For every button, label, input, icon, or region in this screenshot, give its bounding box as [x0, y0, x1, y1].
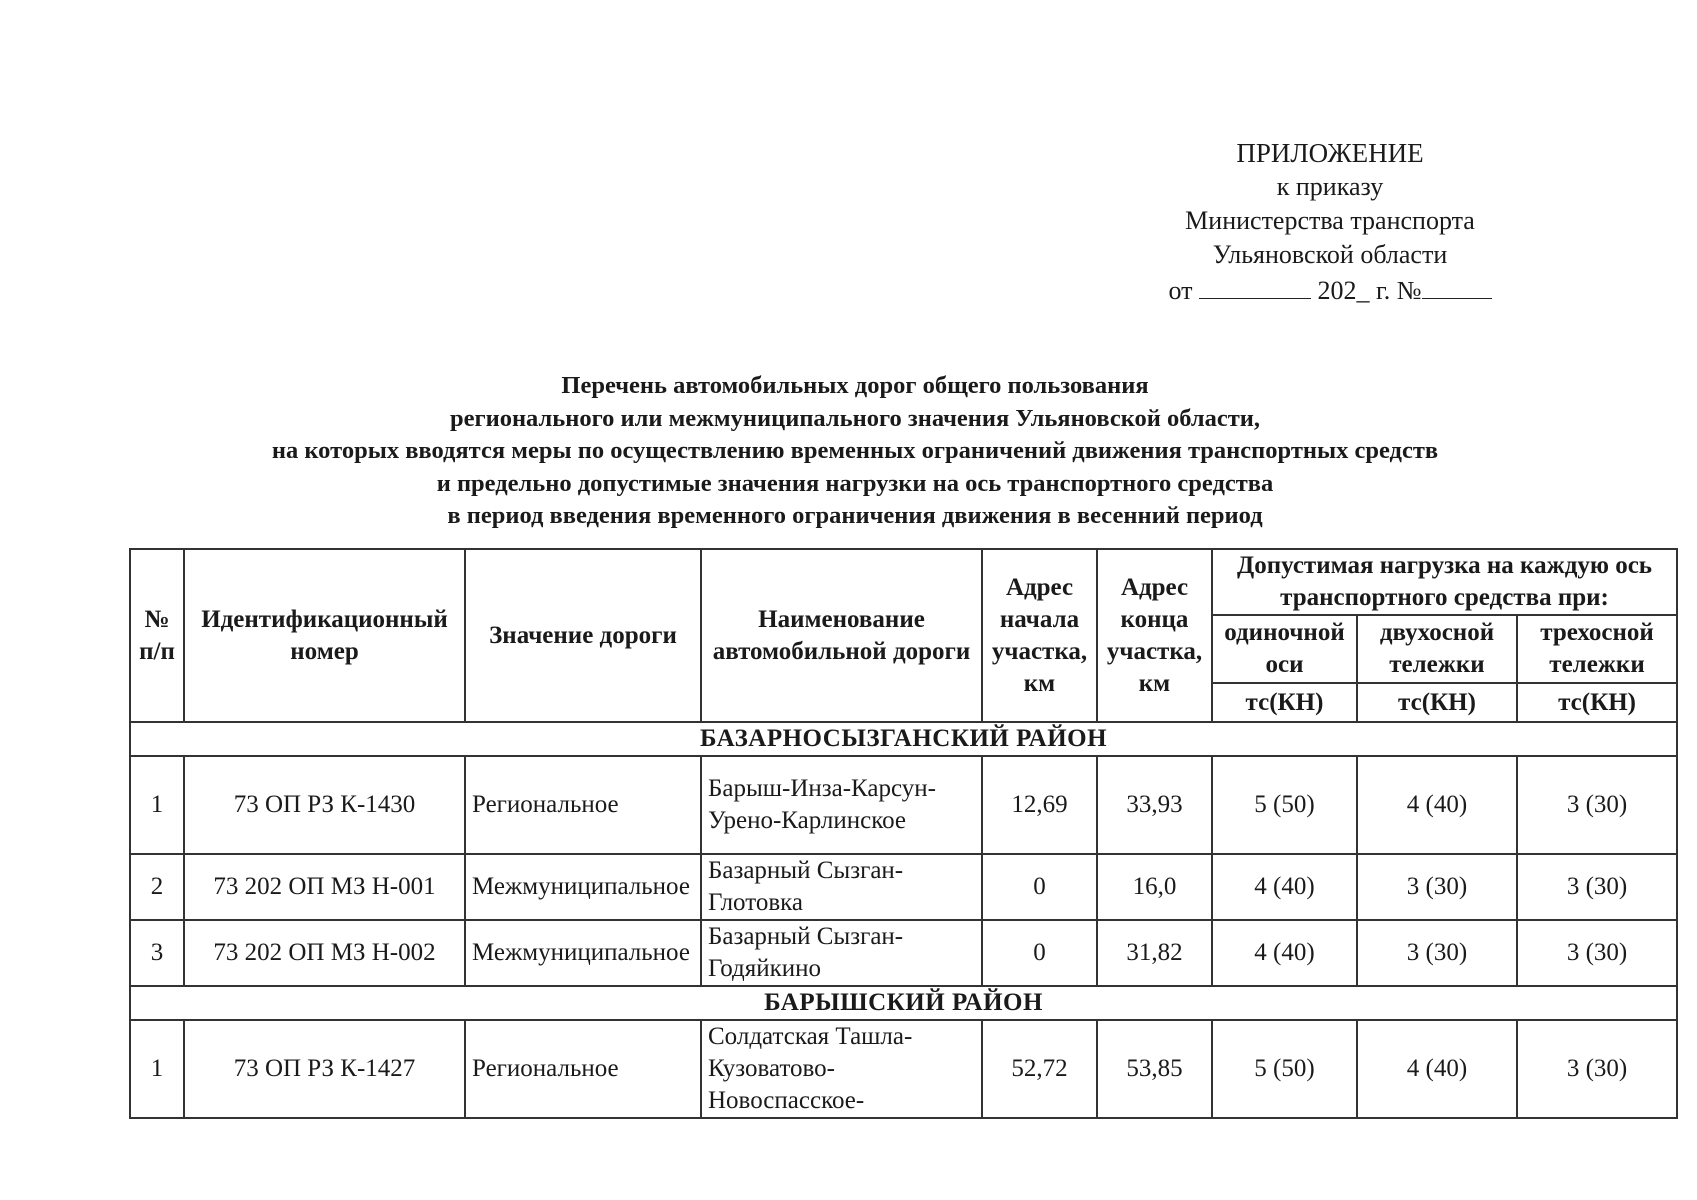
district-name: БАЗАРНОСЫЗГАНСКИЙ РАЙОН [130, 722, 1677, 756]
table-row [130, 854, 1677, 920]
cell-num: 3 [130, 920, 184, 986]
header-triple-axle: трехосной тележки [1517, 615, 1677, 683]
cell-significance: Региональное [465, 1020, 701, 1118]
table-row [130, 920, 1677, 986]
appendix-block [1140, 136, 1520, 308]
table-row [130, 1020, 1677, 1118]
cell-end: 33,93 [1097, 756, 1212, 854]
cell-road-name: Солдатская Ташла-Кузоватово-Новоспасское- [701, 1020, 982, 1118]
cell-road-name: Базарный Сызган-Глотовка [701, 854, 982, 920]
table-body [130, 722, 1677, 1118]
district-row [130, 986, 1677, 1020]
header-end: Адрес конца участка, км [1097, 549, 1212, 722]
title-line: в период введения временного ограничения движения в весенний период [447, 502, 1263, 529]
cell-single: 4 (40) [1212, 920, 1357, 986]
cell-id: 73 202 ОП МЗ Н-002 [184, 920, 465, 986]
cell-single: 5 (50) [1212, 756, 1357, 854]
cell-end: 16,0 [1097, 854, 1212, 920]
cell-id: 73 ОП РЗ К-1427 [184, 1020, 465, 1118]
title-line: и предельно допустимые значения нагрузки на ось транспортного средства [436, 469, 1274, 497]
cell-triple: 3 (30) [1517, 854, 1677, 920]
header-num: № п/п [130, 549, 184, 722]
header-unit: тс(КН) [1357, 683, 1517, 722]
number-sign: № [1396, 276, 1422, 305]
cell-double: 4 (40) [1357, 756, 1517, 854]
cell-start: 0 [982, 854, 1097, 920]
roads-table [129, 548, 1678, 1119]
cell-num: 2 [130, 854, 184, 920]
appendix-title: ПРИЛОЖЕНИЕ [1236, 138, 1424, 168]
cell-num: 1 [130, 1020, 184, 1118]
header-unit: тс(КН) [1212, 683, 1357, 722]
appendix-line-region: Ульяновской области [1212, 240, 1448, 269]
title-line: регионального или межмуниципального значения Ульяновской области, [449, 404, 1261, 432]
cell-road-name: Базарный Сызган-Годяйкино [701, 920, 982, 986]
table-row [130, 756, 1677, 854]
document-title [120, 370, 1590, 533]
cell-end: 53,85 [1097, 1020, 1212, 1118]
cell-triple: 3 (30) [1517, 1020, 1677, 1118]
cell-double: 3 (30) [1357, 920, 1517, 986]
cell-single: 5 (50) [1212, 1020, 1357, 1118]
cell-start: 52,72 [982, 1020, 1097, 1118]
cell-significance: Межмуниципальное [465, 854, 701, 920]
date-blank [1199, 272, 1311, 299]
cell-id: 73 202 ОП МЗ Н-001 [184, 854, 465, 920]
district-row [130, 722, 1677, 756]
number-blank [1422, 272, 1492, 299]
cell-significance: Межмуниципальное [465, 920, 701, 986]
header-double-axle: двухосной тележки [1357, 615, 1517, 683]
cell-num: 1 [130, 756, 184, 854]
cell-triple: 3 (30) [1517, 920, 1677, 986]
cell-double: 3 (30) [1357, 854, 1517, 920]
cell-road-name: Барыш-Инза-Карсун-Урено-Карлинское [701, 756, 982, 854]
cell-end: 31,82 [1097, 920, 1212, 986]
header-load-group: Допустимая нагрузка на каждую ось транспортного средства при: [1212, 549, 1677, 615]
header-significance: Значение дороги [465, 549, 701, 722]
cell-start: 12,69 [982, 756, 1097, 854]
header-start: Адрес начала участка, км [982, 549, 1097, 722]
appendix-date-line [1140, 272, 1520, 308]
header-road-name: Наименование автомобильной дороги [701, 549, 982, 722]
title-line: на которых вводятся меры по осуществлению временных ограничений движения транспортных средств [271, 437, 1439, 464]
appendix-line-ministry: Министерства транспорта [1185, 206, 1475, 235]
date-year: 202_ г. [1317, 276, 1391, 305]
header-single-axle: одиночной оси [1212, 615, 1357, 683]
cell-single: 4 (40) [1212, 854, 1357, 920]
header-unit: тс(КН) [1517, 683, 1677, 722]
date-prefix: от [1168, 276, 1193, 305]
header-id: Идентификационный номер [184, 549, 465, 722]
district-name: БАРЫШСКИЙ РАЙОН [130, 986, 1677, 1020]
appendix-line-order: к приказу [1276, 172, 1384, 201]
cell-id: 73 ОП РЗ К-1430 [184, 756, 465, 854]
cell-significance: Региональное [465, 756, 701, 854]
cell-triple: 3 (30) [1517, 756, 1677, 854]
cell-double: 4 (40) [1357, 1020, 1517, 1118]
cell-start: 0 [982, 920, 1097, 986]
table-header [130, 549, 1677, 722]
title-line: Перечень автомобильных дорог общего пользования [561, 372, 1149, 399]
